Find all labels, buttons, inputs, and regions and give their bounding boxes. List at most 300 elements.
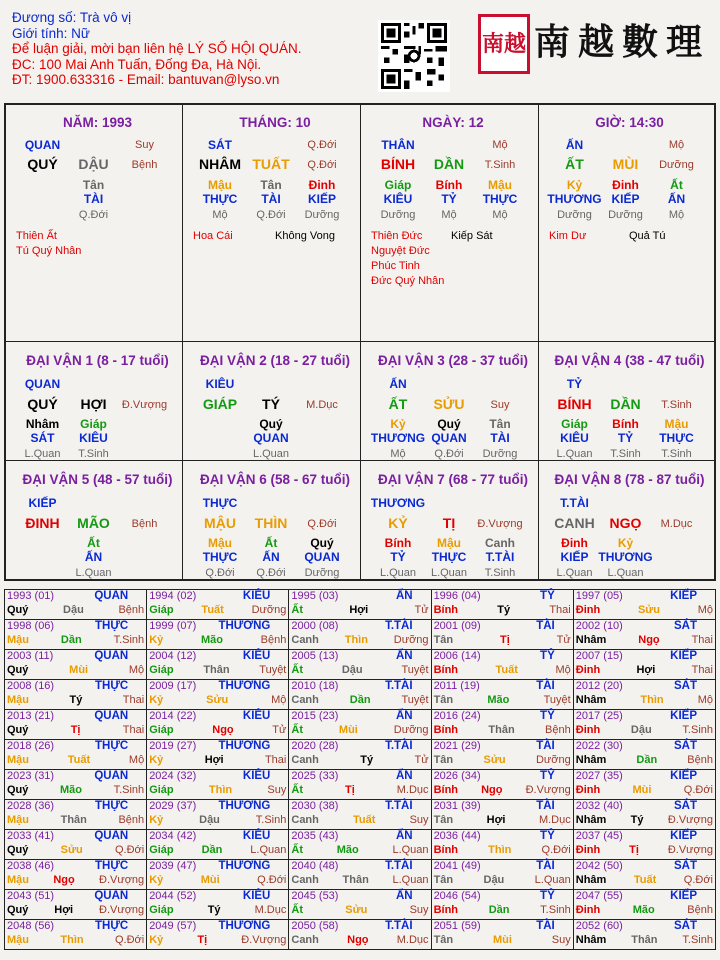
year-label: 2012 (20)	[575, 680, 623, 692]
pillar-top-god: THÂN	[381, 138, 415, 152]
year-phase: Đ.Vượng	[525, 783, 571, 796]
dai-van-god: THƯƠNG	[370, 496, 426, 510]
hidden-phase: T.Sinh	[661, 448, 692, 460]
year-stem: Kỷ	[149, 873, 164, 886]
year-phase: Tuyệt	[259, 663, 287, 676]
hidden-god: KIẾP	[611, 192, 640, 206]
dai-van-stem: ĐINH	[25, 515, 60, 531]
inauspicious-star: Không Vong	[275, 230, 335, 242]
pillar-top-god: QUAN	[24, 138, 61, 152]
year-branch: Sửu	[60, 843, 83, 856]
year-god: T.TÀI	[385, 740, 413, 752]
year-branch: Hợi	[486, 813, 506, 826]
year-label: 2007 (15)	[575, 650, 623, 662]
year-phase: Bệnh	[118, 603, 145, 616]
hidden-stem: Tân	[489, 417, 511, 431]
year-cell-top	[291, 830, 428, 844]
pillar-top-god: SÁT	[208, 138, 232, 152]
hidden-god: THỰC	[202, 550, 238, 564]
year-stem: Kỷ	[149, 813, 164, 826]
hidden-stem: Ất	[264, 536, 278, 550]
year-cell-bottom	[291, 694, 428, 708]
hidden-phase: Mộ	[212, 209, 228, 221]
hidden-god: THƯƠNG	[598, 550, 653, 564]
year-phase: L.Quan	[392, 873, 429, 886]
year-god: KIẾP	[670, 650, 697, 662]
year-cell-bottom	[149, 844, 286, 858]
year-label: 2009 (17)	[149, 680, 197, 692]
year-label: 2039 (47)	[149, 860, 197, 872]
year-cell-bottom	[434, 754, 571, 768]
auspicious-star: Nguyệt Đức	[371, 245, 430, 257]
dai-van-1	[6, 342, 183, 461]
year-row	[5, 740, 716, 770]
year-cell-top	[149, 860, 286, 874]
year-stem: Giáp	[149, 723, 174, 736]
year-label: 2047 (55)	[575, 890, 623, 902]
year-stem: Nhâm	[575, 933, 607, 946]
year-stem: Quý	[7, 783, 29, 796]
hidden-phase: T.Sinh	[78, 448, 109, 460]
year-god: QUAN	[94, 830, 129, 842]
year-stem: Nhâm	[575, 753, 607, 766]
year-stem: Đinh	[575, 903, 601, 916]
hidden-stem: Quý	[310, 536, 334, 550]
year-row	[5, 680, 716, 710]
dai-van-god: KIÊU	[205, 377, 235, 391]
hidden-stem: Canh	[485, 536, 515, 550]
year-stem: Ất	[291, 663, 303, 676]
year-god: QUAN	[94, 710, 129, 722]
pillar-branch: DẦN	[433, 156, 465, 172]
year-label: 2046 (54)	[433, 890, 481, 902]
hidden-stem: Bính	[612, 417, 639, 431]
year-phase: Suy	[409, 813, 429, 826]
year-cell	[147, 890, 289, 920]
year-cell-bottom	[7, 844, 144, 858]
year-god: TỶ	[540, 590, 555, 602]
year-god: THỰC	[95, 800, 129, 812]
year-label: 2034 (42)	[149, 830, 197, 842]
year-branch: Thìn	[60, 933, 84, 946]
year-branch: Mùi	[200, 873, 220, 886]
year-god: T.TÀI	[385, 800, 413, 812]
year-branch: Dậu	[630, 723, 652, 736]
pillar-branch: DẬU	[78, 156, 109, 172]
year-stem: Mậu	[7, 933, 29, 946]
year-branch: Tị	[629, 843, 639, 856]
year-cell	[431, 590, 573, 620]
year-cell-top	[291, 740, 428, 754]
pillar-title: NGÀY: 12	[422, 115, 484, 130]
dai-van-god: TỶ	[566, 377, 583, 391]
year-label: 1994 (02)	[149, 590, 197, 602]
hidden-god: TỶ	[441, 192, 457, 206]
year-god: TÀI	[536, 860, 555, 872]
hidden-phase: Mộ	[668, 209, 685, 221]
dai-van-phase: Q.Đới	[307, 518, 337, 530]
pillar-top-phase: Suy	[135, 139, 154, 151]
year-row	[5, 830, 716, 860]
year-god: KIẾP	[670, 590, 697, 602]
dai-van-title: ĐẠI VẬN 4 (38 - 47 tuổi)	[554, 353, 705, 368]
year-cell-top	[149, 650, 286, 664]
year-label: 2010 (18)	[291, 680, 339, 692]
year-cell-top	[149, 800, 286, 814]
year-phase: Tuyệt	[401, 663, 429, 676]
hidden-phase: L.Quan	[556, 448, 593, 460]
year-label: 2024 (32)	[149, 770, 197, 782]
year-phase: T.Sinh	[113, 783, 145, 796]
year-god: THƯƠNG	[218, 620, 271, 632]
pillar-top-phase: Mộ	[668, 139, 685, 151]
year-phase: T.Sinh	[682, 933, 713, 946]
hidden-phase: Q.Đới	[205, 567, 235, 579]
year-stem: Mậu	[7, 753, 29, 766]
year-stem: Đinh	[575, 663, 601, 676]
year-cell-bottom	[576, 844, 713, 858]
pillar-title: THÁNG: 10	[239, 115, 311, 130]
year-branch: Sửu	[206, 693, 229, 706]
year-cell-bottom	[149, 604, 286, 618]
year-cell	[573, 740, 715, 770]
pillar-phase: Bệnh	[131, 159, 158, 171]
pillar-4	[539, 105, 714, 342]
year-cell-bottom	[149, 664, 286, 678]
year-god: TỶ	[540, 890, 555, 902]
year-label: 2002 (10)	[575, 620, 623, 632]
year-stem: Mậu	[7, 873, 29, 886]
year-stem: Tân	[433, 693, 454, 706]
year-label: 2038 (46)	[7, 860, 55, 872]
year-label: 2029 (37)	[149, 800, 197, 812]
year-phase: Suy	[267, 783, 287, 796]
hidden-stem: Đinh	[561, 536, 588, 550]
year-god: SÁT	[674, 740, 697, 752]
hidden-god: TÀI	[261, 192, 281, 206]
hidden-phase: Dưỡng	[608, 209, 643, 221]
year-phase: T.Sinh	[682, 723, 713, 736]
year-god: T.TÀI	[385, 860, 413, 872]
year-branch: Tuất	[633, 873, 657, 886]
year-god: KIÊU	[242, 590, 271, 602]
year-cell	[5, 680, 147, 710]
hidden-phase: Mộ	[390, 448, 406, 460]
hidden-stem: Mậu	[208, 178, 232, 192]
dai-van-title: ĐẠI VẬN 1 (8 - 17 tuổi)	[26, 353, 169, 368]
year-phase: Thai	[549, 603, 571, 616]
year-branch: Hợi	[204, 753, 224, 766]
year-cell-top	[291, 680, 428, 694]
hidden-god: TÀI	[490, 431, 510, 445]
year-cell	[573, 680, 715, 710]
year-phase: Đ.Vượng	[241, 933, 287, 946]
year-cell-top	[434, 860, 571, 874]
year-phase: Thai	[122, 693, 145, 706]
hidden-god: THỰC	[202, 192, 238, 206]
year-stem: Nhâm	[575, 813, 607, 826]
year-cell-bottom	[434, 874, 571, 888]
hidden-phase: Dưỡng	[304, 209, 340, 221]
year-branch: Tý	[497, 603, 511, 616]
year-branch: Tị	[197, 933, 208, 946]
year-cell	[431, 920, 573, 950]
year-cell-top	[291, 770, 428, 784]
year-cell-bottom	[434, 934, 571, 948]
year-branch: Hợi	[54, 903, 74, 916]
year-phase: Q.Đới	[541, 843, 571, 856]
year-row	[5, 620, 716, 650]
year-cell-bottom	[149, 694, 286, 708]
year-cell-bottom	[291, 874, 428, 888]
year-stem: Ất	[291, 843, 303, 856]
year-phase: Dưỡng	[393, 633, 429, 646]
year-branch: Thân	[203, 663, 230, 676]
year-cell-top	[7, 890, 144, 904]
year-label: 2041 (49)	[433, 860, 481, 872]
year-branch: Thìn	[640, 693, 664, 706]
year-branch: Mùi	[632, 783, 652, 796]
year-stem: Canh	[291, 693, 319, 706]
year-cell	[289, 710, 431, 740]
hidden-phase: L.Quan	[252, 448, 290, 460]
hidden-god: KIÊU	[560, 431, 589, 445]
year-god: TÀI	[536, 920, 555, 932]
year-god: QUAN	[94, 590, 129, 602]
year-phase: Thai	[122, 723, 145, 736]
year-stem: Canh	[291, 813, 319, 826]
year-cell-top	[149, 590, 286, 604]
year-god: TỶ	[540, 650, 555, 662]
year-branch: Mùi	[492, 933, 512, 946]
logo-text: 南越數理	[534, 21, 711, 63]
year-phase: Bệnh	[687, 903, 713, 916]
year-stem: Quý	[7, 723, 29, 736]
year-cell-bottom	[149, 814, 286, 828]
year-label: 2031 (39)	[433, 800, 481, 812]
dai-van-stem: KỶ	[388, 515, 408, 531]
dai-van-god: T.TÀI	[560, 496, 589, 510]
year-label: 2052 (60)	[575, 920, 623, 932]
year-cell	[5, 650, 147, 680]
year-phase: Thai	[691, 633, 713, 646]
auspicious-star: Thiên Ất	[16, 230, 57, 242]
year-branch: Ngọ	[481, 783, 503, 796]
logo-seal: 南越	[478, 14, 530, 74]
year-stem: Tân	[433, 813, 454, 826]
year-cell-bottom	[7, 904, 144, 918]
year-cell	[289, 800, 431, 830]
year-cell	[147, 650, 289, 680]
pillar-top-phase: Q.Đới	[307, 139, 337, 151]
dai-van-phase: Đ.Vượng	[477, 518, 523, 530]
year-god: KIÊU	[242, 890, 271, 902]
year-label: 2027 (35)	[575, 770, 623, 782]
year-god: QUAN	[94, 770, 129, 782]
year-stem: Tân	[433, 933, 454, 946]
year-cell-bottom	[291, 634, 428, 648]
year-phase: Tử	[414, 603, 429, 616]
year-cell-top	[291, 620, 428, 634]
year-god: ẤN	[395, 710, 413, 722]
year-stem: Nhâm	[575, 693, 607, 706]
hidden-stem: Tân	[82, 178, 105, 192]
year-cell	[289, 620, 431, 650]
year-stem: Bính	[433, 663, 459, 676]
year-label: 2030 (38)	[291, 800, 339, 812]
year-phase: Dưỡng	[393, 723, 429, 736]
year-god: ẤN	[395, 650, 413, 662]
year-label: 2013 (21)	[7, 710, 55, 722]
year-cell-bottom	[576, 694, 713, 708]
year-cell-bottom	[291, 814, 428, 828]
year-stem: Bính	[433, 843, 459, 856]
dai-van-title: ĐẠI VẬN 7 (68 - 77 tuổi)	[377, 472, 529, 487]
dai-van-7	[361, 461, 539, 581]
year-phase: Tuyệt	[543, 693, 571, 706]
dai-van-stem: BÍNH	[557, 396, 592, 412]
year-god: THƯƠNG	[218, 920, 271, 932]
year-cell-top	[434, 680, 571, 694]
year-branch: Mão	[487, 693, 510, 706]
year-cell-top	[7, 740, 144, 754]
hidden-stem: Đinh	[308, 178, 336, 192]
year-cell	[147, 920, 289, 950]
dai-van-title: ĐẠI VẬN 2 (18 - 27 tuổi)	[199, 353, 351, 368]
year-cell-top	[434, 830, 571, 844]
year-cell-bottom	[576, 814, 713, 828]
year-god: ẤN	[395, 890, 413, 902]
year-cell	[431, 800, 573, 830]
year-cell-top	[149, 890, 286, 904]
hidden-stem: Kỷ	[617, 536, 634, 550]
year-cell	[431, 680, 573, 710]
year-god: TÀI	[536, 620, 555, 632]
year-branch: Dần	[201, 843, 223, 856]
year-god: THỰC	[95, 860, 129, 872]
year-cell	[573, 830, 715, 860]
year-cell-bottom	[434, 664, 571, 678]
year-branch: Tuất	[201, 603, 224, 616]
year-cell-top	[291, 860, 428, 874]
dai-van-stem: MẬU	[204, 515, 236, 531]
year-cell	[147, 620, 289, 650]
year-phase: T.Sinh	[255, 813, 287, 826]
year-cell-bottom	[149, 784, 286, 798]
hidden-stem: Kỷ	[390, 417, 406, 431]
year-stem: Kỷ	[149, 933, 164, 946]
auspicious-star: Tú Quý Nhân	[16, 245, 82, 257]
year-god: THỰC	[95, 680, 129, 692]
year-cell	[573, 860, 715, 890]
pillar-phase: T.Sinh	[484, 159, 516, 171]
hidden-god: THỰC	[431, 550, 467, 564]
year-stem: Bính	[433, 723, 459, 736]
year-label: 2026 (34)	[433, 770, 481, 782]
year-cell	[289, 680, 431, 710]
year-god: T.TÀI	[385, 620, 413, 632]
year-phase: Đ.Vượng	[667, 843, 713, 856]
year-cell-bottom	[7, 784, 144, 798]
year-branch: Dần	[60, 633, 82, 646]
year-cell	[147, 740, 289, 770]
year-cell-top	[7, 650, 144, 664]
year-label: 2049 (57)	[149, 920, 197, 932]
hidden-god: THỰC	[482, 192, 518, 206]
year-god: KIẾP	[670, 710, 697, 722]
year-stem: Mậu	[7, 693, 29, 706]
dai-van-branch: MÃO	[77, 515, 110, 531]
dai-van-stem: QUÝ	[27, 396, 58, 412]
year-cell-bottom	[434, 904, 571, 918]
hidden-stem: Bính	[384, 536, 412, 550]
dai-van-phase: T.Sinh	[661, 399, 692, 411]
dai-van-phase: M.Dục	[660, 518, 693, 530]
year-stem: Canh	[291, 633, 319, 646]
dai-van-phase: Suy	[490, 399, 510, 411]
year-cell-top	[576, 770, 713, 784]
year-cell-bottom	[149, 634, 286, 648]
pillar-top-god: ẤN	[565, 138, 584, 152]
year-god: TÀI	[536, 740, 555, 752]
year-cell-bottom	[291, 784, 428, 798]
year-cell	[573, 710, 715, 740]
year-branch: Thìn	[488, 843, 512, 856]
hidden-god: QUAN	[431, 431, 467, 445]
year-label: 2022 (30)	[575, 740, 623, 752]
year-phase: Thai	[264, 753, 287, 766]
year-branch: Dậu	[483, 873, 505, 886]
year-branch: Dần	[636, 753, 658, 766]
year-cell	[147, 860, 289, 890]
year-cell	[431, 740, 573, 770]
qr-code-icon	[378, 20, 450, 92]
year-stem: Giáp	[149, 903, 174, 916]
pillar-phase: Q.Đới	[307, 159, 337, 171]
year-branch: Thân	[60, 813, 87, 826]
year-phase: Q.Đới	[114, 843, 145, 856]
year-branch: Dậu	[199, 813, 220, 826]
year-god: TỶ	[540, 830, 555, 842]
year-label: 1998 (06)	[7, 620, 55, 632]
year-stem: Tân	[433, 873, 454, 886]
year-cell-bottom	[576, 934, 713, 948]
year-cell	[289, 650, 431, 680]
year-cell	[5, 740, 147, 770]
year-cell	[431, 620, 573, 650]
year-label: 2044 (52)	[149, 890, 197, 902]
year-cell	[5, 770, 147, 800]
year-god: KIẾP	[670, 770, 697, 782]
year-phase: Mộ	[555, 663, 571, 676]
year-cell-top	[434, 710, 571, 724]
year-cell	[289, 770, 431, 800]
pillar-stem: ẤT	[565, 156, 584, 172]
year-cell-top	[434, 620, 571, 634]
year-god: THƯƠNG	[218, 860, 271, 872]
year-phase: Đ.Vượng	[667, 813, 713, 826]
year-god: KIẾP	[670, 890, 697, 902]
year-cell-top	[291, 650, 428, 664]
hidden-god: ẤN	[84, 550, 103, 564]
year-cell-top	[434, 800, 571, 814]
year-branch: Ngọ	[638, 633, 660, 646]
year-phase: M.Dục	[254, 903, 287, 916]
year-label: 2020 (28)	[291, 740, 339, 752]
year-cell-top	[434, 770, 571, 784]
dai-van-branch: TỊ	[442, 515, 456, 531]
year-cell-bottom	[7, 754, 144, 768]
